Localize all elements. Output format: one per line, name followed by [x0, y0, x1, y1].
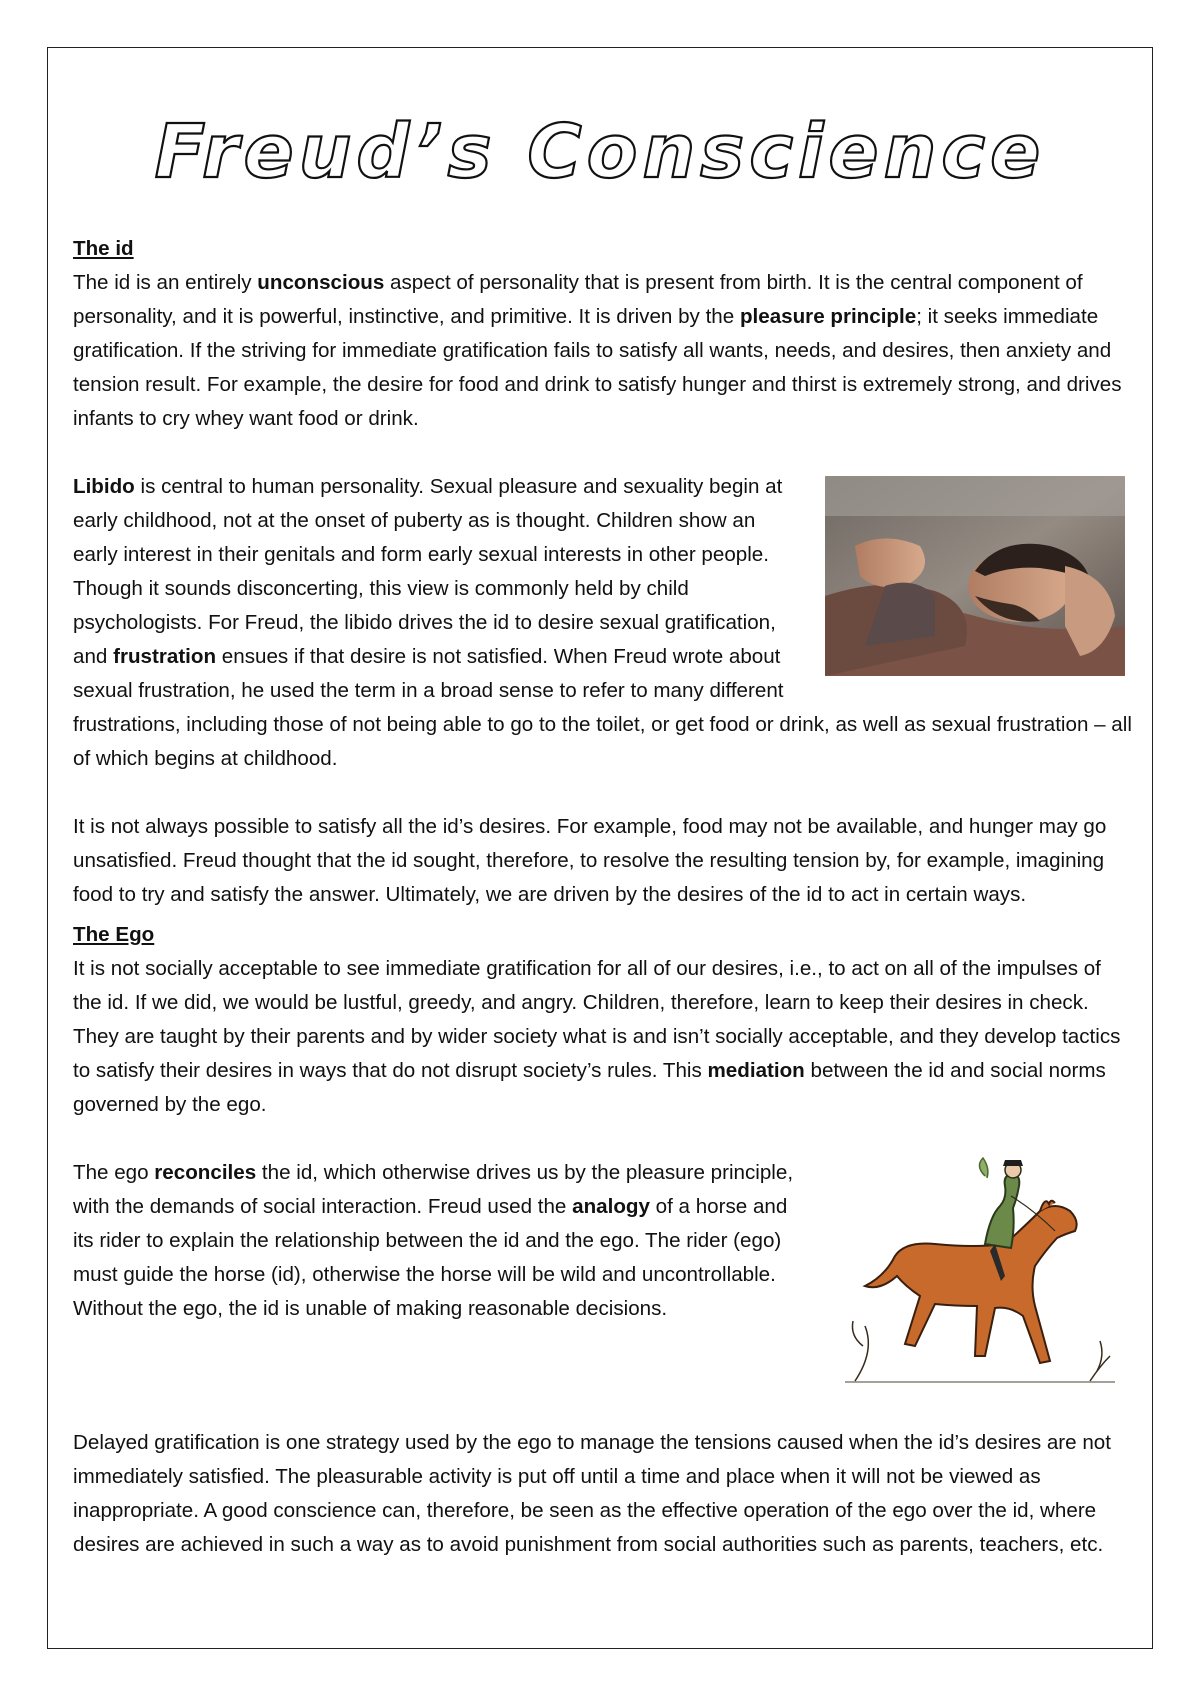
term-libido: Libido [73, 475, 135, 498]
term-pleasure-principle: pleasure principle [739, 305, 917, 328]
photo-image [825, 476, 1125, 676]
horse-analogy-block [73, 1156, 1133, 1392]
paragraph-delayed-gratification: Delayed gratification is one strategy used by the ego to manage the tensions caused when the id’s desires are not immediately satisfied. The pleasurable activity is put off until a time and place when it will not be viewed as inappropriate. A good conscience can, therefore, be seen as the effective operation of the ego over the id, where desires are achieved in such a way as to avoid punishment from social authorities such as parents, teachers, etc. [73, 1431, 1111, 1556]
term-unconscious: unconscious [257, 271, 385, 294]
paragraph-ego-social: It is not socially acceptable to see immediate gratification for all of our desires, i.e., to act on all of the impulses of the id. If we did, we would be lustful, greedy, and angry. Children, therefore, learn to keep their desires in check. They are taught by their parents and by wider society what is and isn’t socially acceptable, and they develop tactics to satisfy their desires in ways that do not disrupt society’s rules. This mediation between the id and social norms governed by the ego. [73, 957, 1121, 1116]
term-analogy: analogy [572, 1195, 650, 1218]
libido-block [73, 470, 1133, 776]
paragraph-id-desires: It is not always possible to satisfy all the id’s desires. For example, food may not be available, and hunger may go unsatisfied. Freud thought that the id sought, therefore, to resolve the resulting tension by, for example, imagining food to try and satisfy the answer. Ultimately, we are driven by the desires of the id to act in certain ways. [73, 815, 1107, 906]
term-mediation: mediation [707, 1059, 805, 1082]
term-frustration: frustration [113, 645, 217, 668]
term-reconciles: reconciles [154, 1161, 257, 1184]
heading-the-ego: The Ego [73, 923, 155, 946]
paragraph-id-definition: The id is an entirely unconscious aspect of personality that is present from birth. It is the central component of personality, and it is powerful, instinctive, and primitive. It is driven by the pleasure principle; it seeks immediate gratification. If the striving for immediate gratification fails to satisfy all wants, needs, and desires, then anxiety and tension result. For example, the desire for food and drink to satisfy hunger and thirst is extremely strong, and drives infants to cry whey want food or drink. [73, 271, 1122, 430]
man-lying-down-photo [825, 476, 1125, 676]
horse-and-rider-illustration [835, 1156, 1125, 1386]
horse-rider-image [835, 1156, 1125, 1386]
document-body [73, 232, 1133, 1562]
heading-the-id: The id [73, 237, 134, 260]
paragraph-ego-reconciles: The ego reconciles the id, which otherwise drives us by the pleasure principle, with the demands of social interaction. Freud used the analogy of a horse and its rider to explain the relationship between the id and the ego. The rider (ego) must guide the horse (id), otherwise the horse will be wild and uncontrollable. Without the ego, the id is unable of making reasonable decisions. [73, 1161, 794, 1320]
page-title: Freud’s Conscience [154, 109, 1046, 195]
paragraph-libido: Libido is central to human personality. Sexual pleasure and sexuality begin at early childhood, not at the onset of puberty as is thought. Children show an early interest in their genitals and form early sexual interests in other people. Though it sounds disconcerting, this view is commonly held by child psychologists. For Freud, the libido drives the id to desire sexual gratification, and frustration ensues if that desire is not satisfied. When Freud wrote about sexual frustration, he used the term in a broad sense to refer to many different frustrations, including those of not being able to go to the toilet, or get food or drink, as well as sexual frustration – all of which begins at childhood. [73, 475, 1132, 770]
